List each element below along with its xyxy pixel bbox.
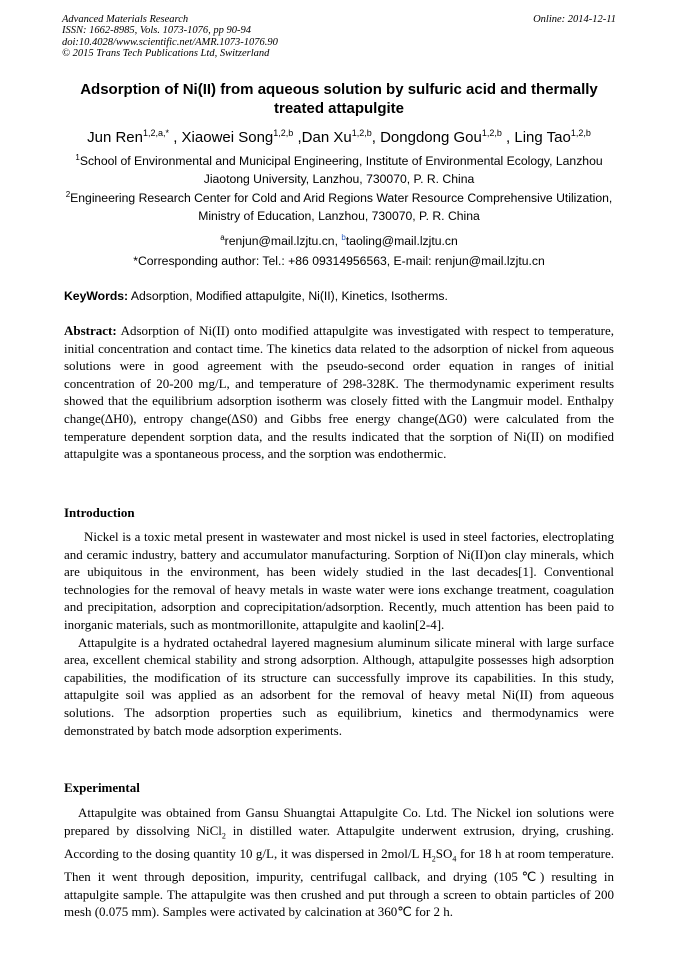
keywords-text: Adsorption, Modified attapulgite, Ni(II), Kinetics, Isotherms. [128, 289, 448, 303]
author-affiliation-marker: 1,2,a,* [143, 128, 170, 138]
paper-title: Adsorption of Ni(II) from aqueous solution by sulfuric acid and thermally treated attapulgite [80, 81, 598, 117]
corresponding-author: *Corresponding author: Tel.: +86 09314956563, E-mail: renjun@mail.lzjtu.cn [133, 254, 545, 268]
author-name: Dan Xu [301, 129, 352, 146]
abstract-text: Adsorption of Ni(II) onto modified attapulgite was investigated with respect to temperature, initial concentration and contact time. The kinetics data related to the adsorption of nickel from aqueous solutions were in good agreement with the pseudo-second order equation in ranges of initial concentration of 20-200 mg/L, and temperature of 298-328K. The thermodynamic experiment results showed that the equilibrium adsorption isotherm was closely fitted with the Langmuir model. Enthalpy change(∆H0), entropy change(∆S0) and Gibbs free energy change(∆G0) were calculated from the temperature dependent sorption data, and the results indicated that the sorption of Ni(II) on modified attapulgite was a spontaneous process, and the sorption was endothermic. [64, 323, 614, 462]
email-line [55, 229, 623, 251]
section-heading-introduction: Introduction [64, 505, 135, 520]
keywords-label: KeyWords: [64, 289, 129, 303]
email-address: renjun@mail.lzjtu.cn, [224, 234, 342, 249]
doi-line: doi:10.4028/www.scientific.net/AMR.1073-1076.90 [62, 36, 278, 48]
journal-name: Advanced Materials Research [62, 14, 189, 25]
online-date: Online: 2014-12-11 [533, 14, 616, 25]
email-marker: a [220, 233, 225, 242]
affiliation-text: Engineering Research Center for Cold and Arid Regions Water Resource Comprehensive Utilization, Ministry of Education, Lanzhou, 730070, P. R. China [70, 191, 613, 223]
subscript: 2 [221, 831, 226, 841]
author-name: Dongdong Gou [380, 129, 482, 146]
intro-paragraph-2: Attapulgite is a hydrated octahedral layered magnesium aluminum silicate mineral with large surface area, excellent chemical stability and strong adsorption. Although, attapulgite possesses high adsorption capabilities, the modification of its structure can successfully improve its capabilities. In this study, attapulgite soil was applied as an adsorbent for the removal of heavy metal Ni(II) from aqueous solutions. The adsorption properties such as equilibrium, kinetics and thermodynamics were demonstrated by batch mode adsorption experiments. [64, 634, 614, 738]
author-separator: , [371, 129, 381, 146]
affiliation-number: 2 [65, 190, 71, 199]
author-separator: , [501, 129, 515, 146]
author-name: Xiaowei Song [181, 129, 274, 146]
affiliation-1 [55, 149, 623, 188]
author-affiliation-marker: 1,2,b [351, 128, 372, 138]
introduction-body [64, 528, 614, 739]
experimental-text: SO [435, 845, 453, 861]
issn-line: ISSN: 1662-8985, Vols. 1073-1076, pp 90-94 [62, 25, 251, 37]
subscript: 4 [452, 854, 457, 864]
abstract-label: Abstract: [64, 323, 117, 338]
subscript: 2 [431, 854, 436, 864]
author-name: Jun Ren [87, 129, 143, 146]
affiliation-text: School of Environmental and Municipal Engineering, Institute of Environmental Ecology, Lanzhou Jiaotong University, Lanzhou, 730070, P. R. China [79, 154, 603, 186]
experimental-text: Attapulgite was obtained from Gansu Shuangtai Attapulgite Co. Ltd. The Nickel ion solutions were prepared by dissolving NiCl [64, 805, 614, 838]
affiliation-number: 1 [75, 153, 80, 162]
author-name: Ling Tao [514, 129, 571, 146]
author-affiliation-marker: 1,2,b [570, 128, 591, 138]
author-separator: , [293, 129, 302, 146]
author-separator: , [169, 129, 182, 146]
experimental-body [64, 804, 614, 921]
author-affiliation-marker: 1,2,b [481, 128, 502, 138]
author-list [20, 124, 658, 147]
email-marker: b [341, 233, 346, 242]
experimental-text: in distilled water. Attapulgite underwent extrusion, drying, crushing. According to the dosing quantity 10 g/L, it was dispersed in 2mol/L H [64, 822, 614, 861]
email-address: taoling@mail.lzjtu.cn [345, 234, 458, 249]
journal-header [62, 14, 616, 59]
copyright-line: © 2015 Trans Tech Publications Ltd, Switzerland [62, 47, 270, 59]
experimental-text: for 18 h at room temperature. Then it went through deposition, impurity, centrifugal callback, and drying (105℃) resulting in attapulgite sample. The attapulgite was then crushed and put through a screen to obtain particles of 200 mesh (0.075 mm). Samples were activated by calcination at 360℃ for 2 h. [64, 845, 614, 920]
affiliation-2 [55, 186, 623, 225]
experimental-paragraph [64, 804, 614, 921]
keywords [64, 289, 648, 303]
abstract [64, 322, 614, 463]
section-heading-experimental: Experimental [64, 780, 140, 795]
author-affiliation-marker: 1,2,b [273, 128, 294, 138]
intro-paragraph-1: Nickel is a toxic metal present in wastewater and most nickel is used in steel factories, electroplating and ceramic industry, battery and accumulator manufacturing. Sorption of Ni(II)on clay minerals, which are ubiquitous in the environment, has been widely studied in the last decades[1]. Conventional technologies for the removal of heavy metals in waste water were ions exchange treatment, coagulation and precipitation, adsorption and coprecipitation/adsorption. Recently, much attention has been paid to inorganic materials, such as montmorillonite, attapulgite and kaolin[2-4]. [64, 529, 614, 632]
